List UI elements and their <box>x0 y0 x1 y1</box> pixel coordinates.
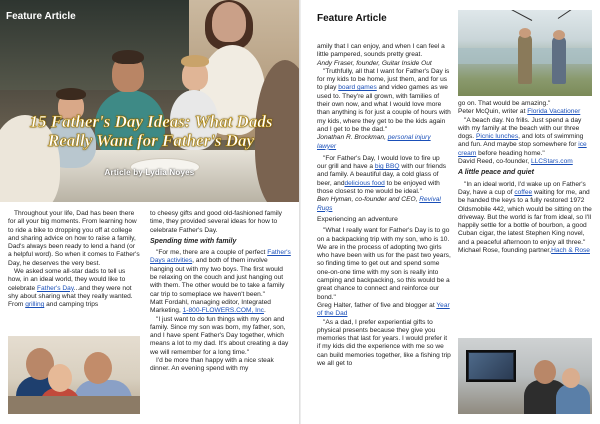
fathers-day-link[interactable]: Father's Day <box>36 284 74 292</box>
paragraph: Throughout your life, Dad has been there for all your big moments. From learning how to ride a bike to dropping you off at college and sharing advice on how to raise a family, Dad's always been ready to lend a hand (or a helpful word). So when it comes to Father's Day, he deserves the very best. <box>8 210 140 267</box>
paragraph: I'd be more than happy with a nice steak dinner. An evening spend with my <box>150 357 274 373</box>
feature-article-label: Feature Article <box>6 11 76 22</box>
text-column-4 <box>458 100 592 255</box>
attribution: David Reed, co-founder, LLCStars.com <box>458 158 573 166</box>
paragraph: "In an ideal world, I'd wake up on Father's Day, have a cup of coffee waiting for me, and be handed the keys to a fully restored 1972 Oldsmobile 442, which would be sitting on the driveway. But the world is far from ideal, so I'll happily settle for a bottle of bourbon, a good Cuban cigar, the latest Stephen King novel, and a peaceful afternoon to enjoy all three." <box>458 180 592 246</box>
1800flowers-link[interactable]: 1-800-FLOWERS.COM, Inc <box>182 307 264 315</box>
delicious-food-link[interactable]: delicious food <box>344 179 385 187</box>
big-bbq-link[interactable]: big BBQ <box>374 163 400 171</box>
feature-article-label-right: Feature Article <box>317 13 387 24</box>
article-byline: Article by Lydia Noyes <box>104 168 195 177</box>
paragraph: We asked some all-star dads to tell us how, in an ideal world, they would like to celebrate Father's Day...and they were not shy about sharing what they really wanted. From grilling and camping trips <box>8 268 133 309</box>
paragraph: "What I really want for Father's Day is to go on a backpacking trip with my son, who is 10. We are in the process of adopting two girls who have been with us for the past two years, so finding time to get out and spend some one-on-one time with my son is really into camping and backpacking, so this would be a great chance to connect and reinforce our bond." <box>317 227 451 301</box>
section-heading: Spending time with family <box>150 237 237 245</box>
paragraph: amily that I can enjoy, and when I can feel a little pampered, sounds pretty great. <box>317 43 445 59</box>
coffee-link[interactable]: coffee <box>514 188 533 196</box>
paragraph: "For Father's Day, I would love to fire up our grill and have a big BBQ with our friends and family. A beautiful day, a cold glass of beer, anddelicious food to be enjoyed with those closest to me would be ideal." <box>317 154 447 196</box>
picnic-lunches-link[interactable]: Picnic lunches <box>475 133 519 141</box>
fathers-days-activities-link[interactable]: Father's Days activities <box>150 249 291 265</box>
attribution: Matt Fordahl, managing editor, Integrated Marketing, 1-800-FLOWERS.COM, Inc. <box>150 298 271 315</box>
board-games-link[interactable]: board games <box>338 84 377 92</box>
family-couch-photo <box>8 336 140 414</box>
fishing-photo <box>458 10 592 96</box>
paragraph: "Truthfully, all that I want for Father's Day is for my kids to be home, just them, and for us to play board games and video games as we used to. They're all grown, with families of their own now, and what I would love more than anything is for just a couple of hours with my kids, where they get to be the kids again and I get to be the dad." <box>317 67 451 133</box>
personal-injury-lawyer-link[interactable]: personal injury lawyer <box>317 134 431 150</box>
paragraph: "For me, there are a couple of perfect Father's Days activities, and both of them involve hanging out with my two boys. The first would be relaxing on the couch and just hanging out with them. The other would be to take a family car trip to someplace we haven't been." <box>150 249 291 298</box>
article-title: 15 Father's Day Ideas: What Dads Really Want for Father's Day <box>29 112 273 150</box>
llcstars-link[interactable]: LLCStars.com <box>530 158 573 166</box>
paragraph: to cheesy gifts and good old-fashioned family time, they provided several ideas for how to celebrate Father's Day. <box>150 210 282 234</box>
grilling-link[interactable]: grilling <box>25 301 45 309</box>
paragraph: "A beach day. No frills. Just spend a day with my family at the beach with our three dogs. Picnic lunches, and lots of swimming and fun. And maybe stop somewhere for ice cream before heading home." <box>458 116 587 157</box>
attribution: Andy Fraser, founder, Guitar Inside Out <box>317 59 432 67</box>
year-of-the-dad-link[interactable]: Year of the Dad <box>317 301 450 318</box>
attribution: Ben Hyman, co-founder and CEO, Revival Rugs <box>317 196 441 212</box>
attribution: Peter McQuin, writer at Florida Vacationer <box>458 108 581 116</box>
text-column-3 <box>317 43 451 368</box>
text-column-1 <box>8 210 140 310</box>
paragraph: "I just want to do fun things with my son and family. Since my son was born, my father, son, and I have spent Father's Day together, which means a lot to my dad. It's about creating a day we will remember for a long time." <box>150 315 289 356</box>
page-gutter <box>299 0 301 424</box>
section-heading: A little peace and quiet <box>458 169 534 177</box>
revival-rugs-link[interactable]: Revival Rugs <box>317 196 441 212</box>
attribution: Greg Halter, father of five and blogger at Year of the Dad <box>317 301 450 318</box>
florida-vacationer-link[interactable]: Florida Vacationer <box>527 108 581 116</box>
paragraph: go on. That would be amazing." <box>458 100 551 107</box>
video-game-photo <box>458 338 592 414</box>
hach-rose-link[interactable]: Hach & Rose <box>551 247 590 255</box>
ice-cream-link[interactable]: ice cream <box>458 141 587 157</box>
paragraph: "As a dad, I prefer experiential gifts to physical presents because they give you memories that last for years. I would prefer it if my kids did the experience with me so we can build memories together, like a fishing trip we all get to <box>317 318 451 367</box>
text-column-2 <box>150 210 291 374</box>
attribution: Jonathan R. Brockman, personal injury lawyer <box>317 134 431 150</box>
attribution: Michael Rose, founding partner,Hach & Rose <box>458 247 590 255</box>
section-subheading: Experiencing an adventure <box>317 215 398 223</box>
